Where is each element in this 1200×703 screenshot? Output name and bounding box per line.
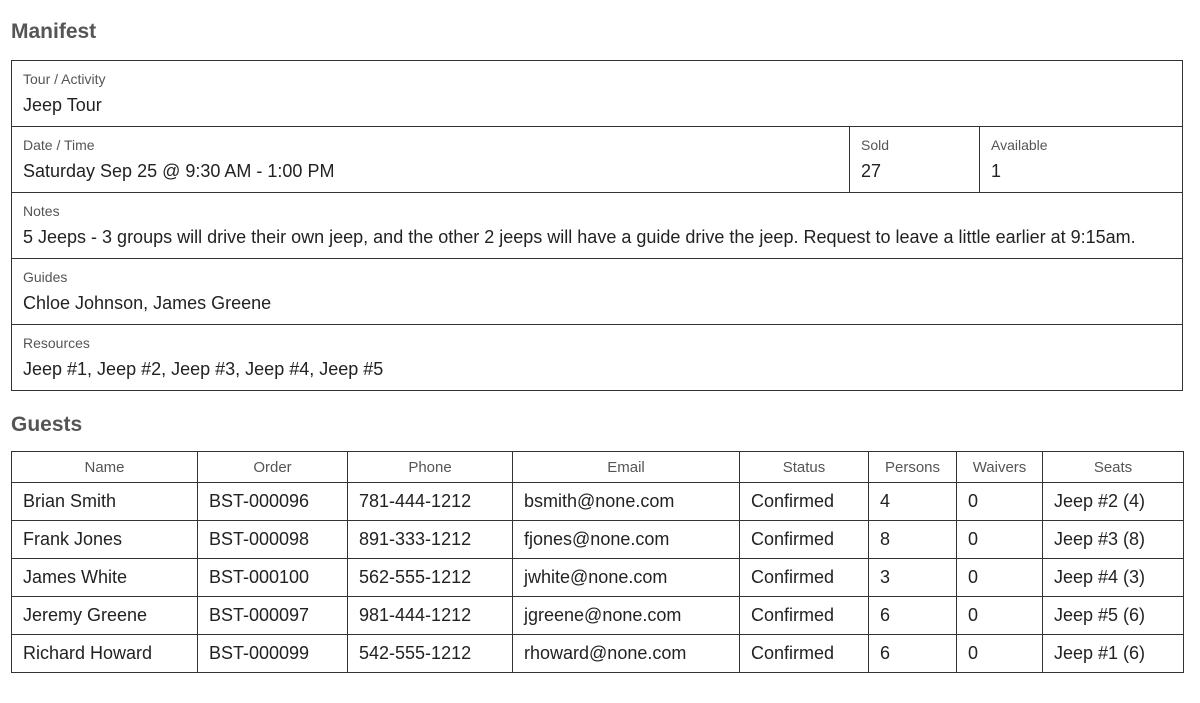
column-header-phone: Phone	[348, 452, 513, 483]
guest-seats: Jeep #2 (4)	[1043, 483, 1184, 521]
resources-label: Resources	[23, 335, 90, 351]
sold-label: Sold	[861, 137, 890, 153]
tour-field	[12, 61, 1182, 126]
guest-persons: 3	[869, 559, 957, 597]
table-row	[12, 597, 1184, 635]
guest-seats: Jeep #1 (6)	[1043, 635, 1184, 673]
datetime-value: Saturday Sep 25 @ 9:30 AM - 1:00 PM	[23, 161, 335, 181]
guest-waivers: 0	[957, 483, 1043, 521]
guest-phone: 562-555-1212	[348, 559, 513, 597]
guest-status: Confirmed	[740, 597, 869, 635]
guest-order: BST-000097	[198, 597, 348, 635]
guest-phone: 542-555-1212	[348, 635, 513, 673]
guest-order: BST-000099	[198, 635, 348, 673]
guest-status: Confirmed	[740, 521, 869, 559]
guests-table	[11, 451, 1184, 673]
sold-value: 27	[861, 161, 882, 181]
guest-persons: 8	[869, 521, 957, 559]
guest-seats: Jeep #3 (8)	[1043, 521, 1184, 559]
guest-email: fjones@none.com	[513, 521, 740, 559]
guest-phone: 891-333-1212	[348, 521, 513, 559]
guides-label: Guides	[23, 269, 68, 285]
resources-row	[12, 325, 1182, 390]
column-header-status: Status	[740, 452, 869, 483]
guest-status: Confirmed	[740, 635, 869, 673]
guest-seats: Jeep #4 (3)	[1043, 559, 1184, 597]
tour-row	[12, 61, 1182, 127]
column-header-seats: Seats	[1043, 452, 1184, 483]
guides-field	[12, 259, 1182, 324]
guest-status: Confirmed	[740, 483, 869, 521]
guides-row	[12, 259, 1182, 325]
guest-order: BST-000096	[198, 483, 348, 521]
guest-name: Richard Howard	[12, 635, 198, 673]
notes-field	[12, 193, 1182, 258]
table-row	[12, 635, 1184, 673]
resources-field	[12, 325, 1182, 390]
datetime-row	[12, 127, 1182, 193]
datetime-label: Date / Time	[23, 137, 95, 153]
table-row	[12, 483, 1184, 521]
guest-persons: 6	[869, 635, 957, 673]
column-header-waivers: Waivers	[957, 452, 1043, 483]
guest-order: BST-000100	[198, 559, 348, 597]
column-header-name: Name	[12, 452, 198, 483]
guest-email: jwhite@none.com	[513, 559, 740, 597]
guest-seats: Jeep #5 (6)	[1043, 597, 1184, 635]
table-row	[12, 559, 1184, 597]
notes-label: Notes	[23, 203, 60, 219]
guest-phone: 981-444-1212	[348, 597, 513, 635]
available-field	[979, 127, 1182, 192]
guest-waivers: 0	[957, 521, 1043, 559]
page	[11, 0, 1183, 673]
guest-order: BST-000098	[198, 521, 348, 559]
sold-field	[849, 127, 979, 192]
guest-email: jgreene@none.com	[513, 597, 740, 635]
guest-status: Confirmed	[740, 559, 869, 597]
guest-waivers: 0	[957, 597, 1043, 635]
manifest-box	[11, 60, 1183, 391]
column-header-order: Order	[198, 452, 348, 483]
table-row	[12, 521, 1184, 559]
tour-value: Jeep Tour	[23, 95, 102, 115]
guides-value: Chloe Johnson, James Greene	[23, 293, 272, 313]
available-value: 1	[991, 161, 1002, 181]
guest-email: rhoward@none.com	[513, 635, 740, 673]
guest-email: bsmith@none.com	[513, 483, 740, 521]
manifest-title: Manifest	[11, 20, 97, 43]
guest-phone: 781-444-1212	[348, 483, 513, 521]
guests-header-row	[12, 452, 1184, 483]
guest-waivers: 0	[957, 559, 1043, 597]
column-header-email: Email	[513, 452, 740, 483]
notes-row	[12, 193, 1182, 259]
guest-name: James White	[12, 559, 198, 597]
datetime-field	[12, 127, 849, 192]
guest-waivers: 0	[957, 635, 1043, 673]
column-header-persons: Persons	[869, 452, 957, 483]
guest-name: Brian Smith	[12, 483, 198, 521]
guest-persons: 4	[869, 483, 957, 521]
guest-persons: 6	[869, 597, 957, 635]
tour-label: Tour / Activity	[23, 71, 106, 87]
resources-value: Jeep #1, Jeep #2, Jeep #3, Jeep #4, Jeep #5	[23, 359, 384, 379]
guest-name: Jeremy Greene	[12, 597, 198, 635]
available-label: Available	[991, 137, 1048, 153]
guests-title: Guests	[11, 413, 83, 436]
notes-value: 5 Jeeps - 3 groups will drive their own jeep, and the other 2 jeeps will have a guide drive the jeep. Request to leave a little earlier at 9:15am.	[23, 227, 1136, 247]
guest-name: Frank Jones	[12, 521, 198, 559]
